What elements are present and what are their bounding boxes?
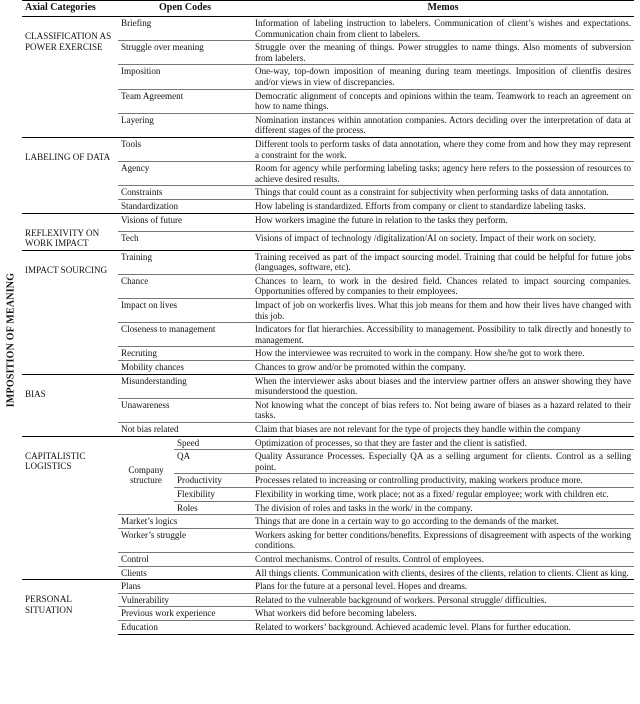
memo: Nomination instances within annotation companies. Actors deciding over the interpretation of data at different stages of the process. (252, 113, 634, 137)
codebook-table (22, 0, 634, 635)
memo: Quality Assurance Processes. Especially QA as a selling argument for clients. Control as a selling point. (252, 450, 634, 474)
memo: Plans for the future at a personal level. Hopes and dreams. (252, 580, 634, 594)
axial-category: PERSONAL SITUATION (22, 580, 118, 634)
open-code: Mobility chances (118, 361, 252, 375)
memo: Struggle over the meaning of things. Power struggles to name things. Also moments of subversion from labelers. (252, 41, 634, 65)
open-code: Agency (118, 162, 252, 186)
header-open-codes: Open Codes (118, 1, 252, 17)
memo: One-way, top-down imposition of meaning during team meetings. Imposition of clientfis desires and/or views in view of discrepancies. (252, 65, 634, 89)
open-code: Speed (174, 436, 252, 450)
open-code: Standardization (118, 199, 252, 213)
axial-category: CLASSIFICATION AS POWER EXERCISE (22, 17, 118, 138)
memo: When the interviewer asks about biases and the interview partner offers an answer showing they have misunderstood the question. (252, 374, 634, 398)
table-row (22, 580, 634, 594)
open-code: Vulnerability (118, 593, 252, 607)
open-code: Unawareness (118, 398, 252, 422)
memo: Things that could count as a constraint for subjectivity when performing tasks of data annotation. (252, 186, 634, 200)
open-code: Closeness to management (118, 323, 252, 347)
memo: What workers did before becoming labelers. (252, 607, 634, 621)
open-code: Control (118, 552, 252, 566)
memo: Information of labeling instruction to labelers. Communication of client’s wishes and expectations. Communication chain from client to labelers. (252, 17, 634, 41)
memo: How the interviewee was recruited to work in the company. How she/he got to work there. (252, 347, 634, 361)
memo: Claim that biases are not relevant for the type of projects they handle within the company (252, 423, 634, 437)
open-code: Misunderstanding (118, 374, 252, 398)
table-row (22, 250, 634, 274)
open-code: Worker’s struggle (118, 528, 252, 552)
memo: How labeling is standardized. Efforts from company or client to standardize labeling tasks. (252, 199, 634, 213)
memo: Training received as part of the impact sourcing model. Training that could be helpful for future jobs (languages, software, etc). (252, 250, 634, 274)
open-code: Previous work experience (118, 607, 252, 621)
axial-category: BIAS (22, 374, 118, 436)
open-code: QA (174, 450, 252, 474)
memo: Indicators for flat hierarchies. Accessibility to management. Possibility to talk directly and honestly to management. (252, 323, 634, 347)
table-row (22, 374, 634, 398)
memo: Workers asking for better conditions/benefits. Expressions of disagreement with aspects of the working conditions. (252, 528, 634, 552)
open-code: Briefing (118, 17, 252, 41)
open-code: Tech (118, 232, 252, 251)
table-row (22, 137, 634, 161)
header-memos: Memos (252, 1, 634, 17)
memo: Different tools to perform tasks of data annotation, where they come from and how they may represent a constraint for the work. (252, 137, 634, 161)
open-code: Education (118, 620, 252, 634)
open-code: Recruting (118, 347, 252, 361)
memo: Visions of impact of technology /digitalization/AI on society. Impact of their work on society. (252, 232, 634, 251)
table-row (22, 213, 634, 232)
memo: Flexibility in working time, work place; not as a fixed/ regular employee; work with children etc. (252, 487, 634, 501)
memo: Processes related to increasing or controlling productivity, making workers produce more. (252, 474, 634, 488)
memo: The division of roles and tasks in the work/ in the company. (252, 501, 634, 515)
memo: Chances to learn, to work in the desired field. Chances related to impact sourcing companies. Opportunities offered by companies to their employees. (252, 274, 634, 298)
table-row (22, 436, 634, 450)
table-row (22, 17, 634, 41)
axial-category: REFLEXIVITY ON WORK IMPACT (22, 213, 118, 250)
axial-category: CAPITALISTIC LOGISTICS (22, 436, 118, 580)
open-code: Team Agreement (118, 89, 252, 113)
axial-category: LABELING OF DATA (22, 137, 118, 213)
memo: How workers imagine the future in relation to the tasks they perform. (252, 213, 634, 232)
side-label (0, 0, 22, 704)
open-code: Market’s logics (118, 515, 252, 529)
memo: Democratic alignment of concepts and opinions within the team. Teamwork to reach an agreement on how to name things. (252, 89, 634, 113)
open-code: Visions of future (118, 213, 252, 232)
memo: Things that are done in a certain way to go according to the demands of the market. (252, 515, 634, 529)
header-axial: Axial Categories (22, 1, 118, 17)
memo: Optimization of processes, so that they are faster and the client is satisfied. (252, 436, 634, 450)
memo: Room for agency while performing labeling tasks; agency here refers to the possession of resources to achieve desired results. (252, 162, 634, 186)
memo: Chances to grow and/or be promoted within the company. (252, 361, 634, 375)
company-structure-label: Company structure (118, 436, 174, 515)
open-code: Not bias related (118, 423, 252, 437)
open-code: Productivity (174, 474, 252, 488)
memo: Related to workers’ background. Achieved academic level. Plans for further education. (252, 620, 634, 634)
open-code: Tools (118, 137, 252, 161)
open-code: Chance (118, 274, 252, 298)
open-code: Training (118, 250, 252, 274)
open-code: Roles (174, 501, 252, 515)
side-label-text: IMPOSITION OF MEANING (5, 272, 17, 408)
open-code: Clients (118, 566, 252, 580)
memo: Impact of job on workerfis lives. What this job means for them and how their lives have changed with this job. (252, 299, 634, 323)
open-code: Plans (118, 580, 252, 594)
open-code: Constraints (118, 186, 252, 200)
open-code: Layering (118, 113, 252, 137)
axial-category: IMPACT SOURCING (22, 250, 118, 374)
open-code: Imposition (118, 65, 252, 89)
memo: All things clients. Communication with clients, desires of the clients, relation to clients. Client as king. (252, 566, 634, 580)
open-code: Struggle over meaning (118, 41, 252, 65)
memo: Not knowing what the concept of bias refers to. Not being aware of biases as a hazard related to their tasks. (252, 398, 634, 422)
open-code: Flexibility (174, 487, 252, 501)
open-code: Impact on lives (118, 299, 252, 323)
memo: Control mechanisms. Control of results. Control of employees. (252, 552, 634, 566)
memo: Related to the vulnerable background of workers. Personal struggle/ difficulties. (252, 593, 634, 607)
